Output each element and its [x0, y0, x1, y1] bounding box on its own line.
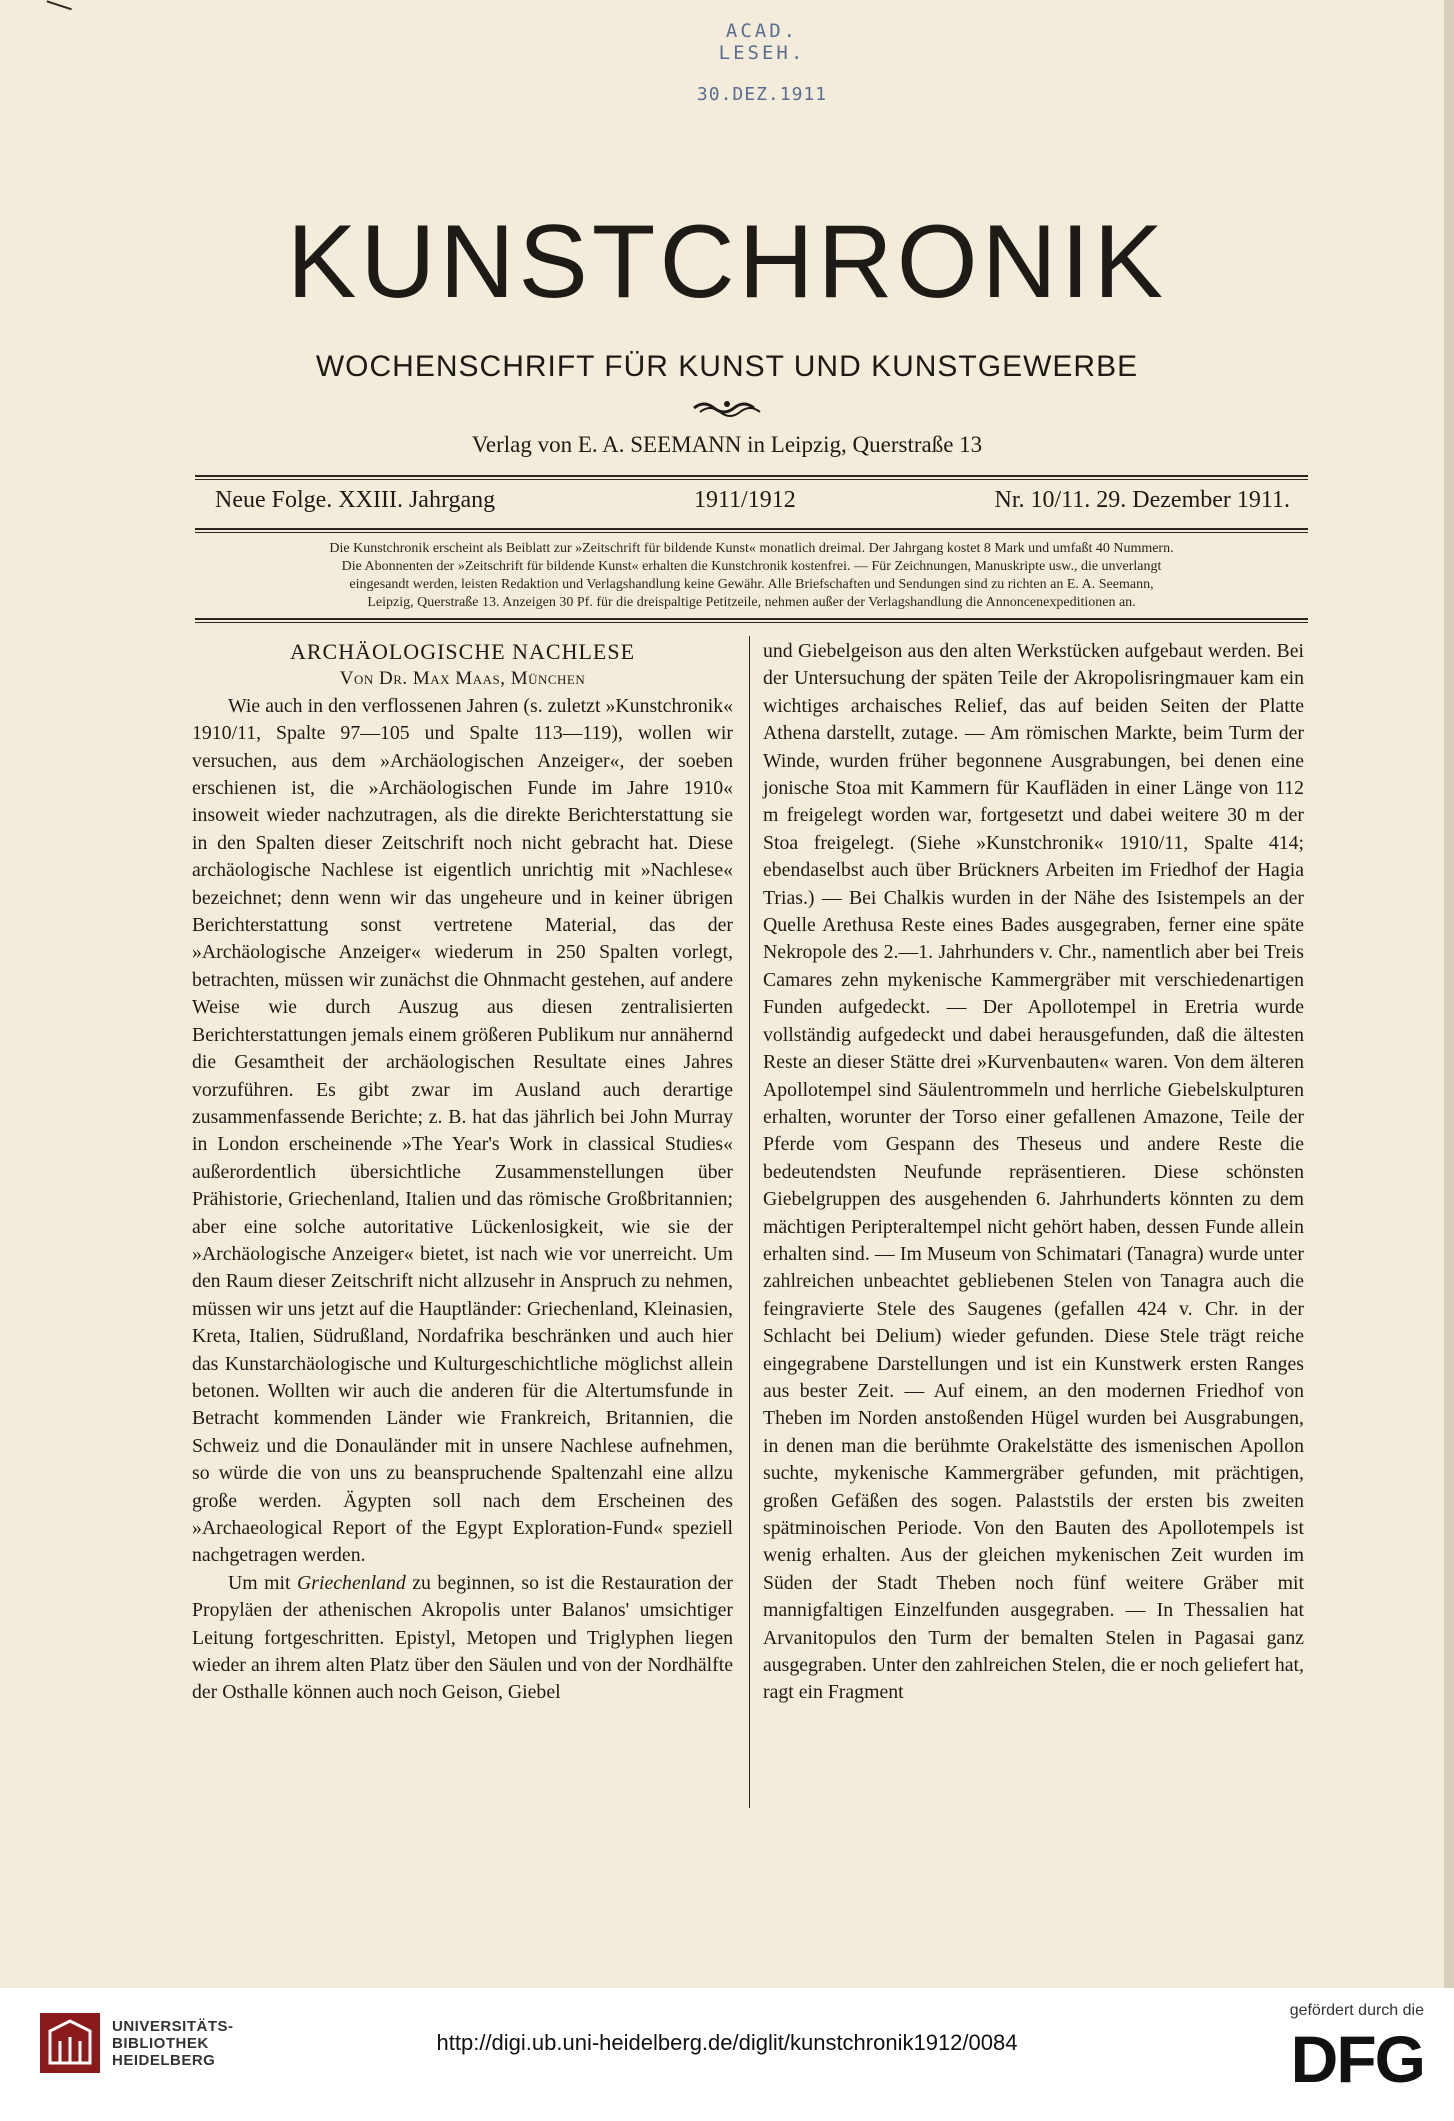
- article-title: ARCHÄOLOGISCHE NACHLESE: [289, 639, 636, 664]
- stamp-date: 30.DEZ.1911: [696, 84, 828, 105]
- article-paragraph: Wie auch in den verflossenen Jahren (s. zuletzt »Kunstchronik« 1910/11, Spalte 97—105 und Spalte 113—119), wollen wir versuchen, aus dem »Archäologischen Anzeiger«, der soeben erschienen ist, die »Archäologischen Funde im Jahre 1910« insoweit wieder nachzutragen, als die direkte Berichterstattung sie in den Spalten dieser Zeitschrift noch nicht gebracht hat. Diese archäologische Nachlese ist eigentlich unrichtig mit »Nachlese« bezeichnet; denn wenn wir das ungeheure und in keiner übrigen Berichterstattung sonst vertretene Material, das der »Archäologische Anzeiger« wiederum in 250 Spalten vorlegt, betrachten, müssen wir zunächst die Ohnmacht gestehen, auf andere Weise wie durch Auszug aus diesen zentralisierten Berichterstattungen jemals einem größeren Publikum nur annähernd die Gesamtheit der archäologischen Resultate eines Jahres vorzuführen. Es gibt zwar im Ausland auch derartige zusammenfassende Berichte; z. B. hat das jährlich bei John Murray in London erscheinende »The Year's Work in classical Studies« außerordentlich übersichtliche Zusammenstellungen über Prähistorie, Griechenland, Italien und das römische Großbritannien; aber eine solche autoritative Lückenlosigkeit, wie sie der »Archäologische Anzeiger« bietet, ist nach wie vor unerreicht. Um den Raum dieser Zeitschrift nicht allzusehr in Anspruch zu nehmen, müssen wir uns jetzt auf die Hauptländer: Griechenland, Kleinasien, Kreta, Italien, Südrußland, Nordafrika beschränken und auch hier das Kunstarchäologische und Kulturgeschichtliche möglichst allein betonen. Wollten wir auch die anderen für die Altertumsfunde in Betracht kommenden Länder wie Frankreich, Britannien, die Schweiz und die Donauländer mit in unsere Nachlese aufnehmen, so würde die von uns zu beanspruchende Spaltenzahl eine allzu große werden. Ägypten soll nach dem Erscheinen des »Archaeological Report of the Egypt Exploration-Fund« speziell nachgetragen werden.: [192, 694, 733, 1567]
- stamp-text: ACAD. LESEH.: [718, 20, 806, 64]
- journal-subtitle: WOCHENSCHRIFT FÜR KUNST UND KUNSTGEWERBE: [315, 350, 1139, 383]
- notice-line: Die Kunstchronik erscheint als Beiblatt zur »Zeitschrift für bildende Kunst« monatlich dreimal. Der Jahrgang kostet 8 Mark und umfaßt 40 Nummern.: [329, 541, 1174, 556]
- article-author: Von Dr. Max Maas, München: [339, 668, 586, 690]
- funding-logo[interactable]: [1289, 2002, 1424, 2096]
- issue-years: 1911/1912: [693, 487, 796, 513]
- masthead: [0, 204, 1454, 458]
- library-name-line: HEIDELBERG: [112, 2051, 216, 2069]
- issue-series: Neue Folge. XXIII. Jahrgang: [215, 487, 496, 513]
- rule-mid-thin: [195, 532, 1308, 533]
- ornament-icon: [692, 398, 762, 418]
- column-divider: [749, 636, 750, 1808]
- notice-line: Die Abonnenten der »Zeitschrift für bildende Kunst« erhalten die Kunstchronik kostenfrei. — Für Zeichnungen, Manuskripte usw., die unverlangt: [341, 559, 1162, 574]
- rule-bottom-thin: [195, 622, 1308, 623]
- text-column-right: [763, 638, 1304, 1707]
- journal-title: KUNSTCHRONIK: [286, 204, 1168, 320]
- dfg-logo-icon: DFG: [1290, 2022, 1424, 2096]
- library-name-line: BIBLIOTHEK: [112, 2034, 209, 2052]
- issue-line: [215, 487, 1290, 514]
- pencil-mark: [42, 0, 72, 23]
- document-url-link[interactable]: http://digi.ub.uni-heidelberg.de/diglit/kunstchronik1912/0084: [436, 2030, 1018, 2055]
- article-paragraph: [192, 1570, 733, 1707]
- rule-top: [195, 475, 1308, 477]
- paragraph-text: Um mit: [228, 1571, 298, 1594]
- article-paragraph: und Giebelgeison aus den alten Werkstücken aufgebaut werden. Bei der Untersuchung der späten Teile der Akropolisringmauer kam ein wichtiges archaisches Relief, das auf beiden Seiten der Platte Athena darstellt, zutage. — Am römischen Markte, beim Turm der Winde, wurden früher begonnene Ausgrabungen, bei denen eine jonische Stoa mit Kammern für Kaufläden in einer Länge von 112 m freigelegt worden war, fortgesetzt und dabei weitere 30 m der Stoa freigelegt. (Siehe »Kunstchronik« 1910/11, Spalte 414; ebendaselbst auch über Brückners Arbeiten im Friedhof der Hagia Trias.) — Bei Chalkis wurden in der Nähe des Isistempels an der Quelle Arethusa Reste eines Bades ausgegraben, ferner eine späte Nekropole des 2.—1. Jahrhunders v. Chr., namentlich aber bei Treis Camares zehn mykenische Kammergräber mit verschiedenartigen Funden aufgedeckt. — Der Apollotempel in Eretria wurde vollständig aufgedeckt und dabei herausgefunden, daß die ältesten Reste an dieser Stätte drei »Kurvenbauten« waren. Von dem älteren Apollotempel sind Säulentrommeln und herrliche Giebelskulpturen erhalten, worunter der Torso einer gefallenen Amazone, Teile der Pferde vom Gespann des Theseus und andere Reste die bedeutendsten Neufunde repräsentieren. Diese schönsten Giebelgruppen des ausgehenden 6. Jahrhunderts könnten zu dem mächtigen Peripteraltempel nicht gehört haben, dessen Funde allein erhalten sind. — Im Museum von Schimatari (Tanagra) wurde unter zahlreichen unbeachtet gebliebenen Stelen von Tanagra auch die feingravierte Stele des Saugenes (gefallen 424 v. Chr. in der Schlacht bei Delium) wieder gefunden. Diese Stele trägt reiche eingegrabene Darstellungen und ist ein Kunstwerk ersten Ranges aus bester Zeit. — Auf einem, an den modernen Friedhof von Theben im Norden anstoßenden Hügel wurden bei Ausgrabungen, in denen man die berühmte Orakelstätte des ismenischen Apollon suchte, mykenische Kammergräber gefunden, mit prächtigen, großen Gefäßen des sogen. Palaststils der ersten bis zweiten spätminoischen Periode. Von den Bauten des Apollotempels ist wenig erhalten. Aus der gleichen mykenischen Zeit wurden im Süden der Stadt Theben noch fünf weitere Gräber mit mannigfaltigen Einzelfunden ausgegraben. — In Thessalien hat Arvanitopulos den Turm der bemalten Stelen in Pagasai ganz ausgegraben. Unter den zahlreichen Stelen, die er noch geliefert hat, ragt ein Fragment: [763, 640, 1304, 1704]
- issue-number-date: Nr. 10/11. 29. Dezember 1911.: [994, 487, 1290, 513]
- library-stamp: [692, 20, 832, 105]
- rule-bottom: [195, 618, 1308, 620]
- rule-top-thin: [195, 479, 1308, 480]
- notice-line: Leipzig, Querstraße 13. Anzeigen 30 Pf. für die dreispaltige Petitzeile, nehmen außer der Verlagshandlung die Annoncenexpeditionen an.: [367, 595, 1136, 610]
- subscription-notice: [195, 540, 1308, 612]
- paragraph-text: zu beginnen, so ist die Restauration der Propyläen der athenischen Akropolis unter Balanos' umsichtiger Leitung fortgeschritten. Epistyl, Metopen und Triglyphen liegen wieder an ihrem alten Platz über den Säulen und von der Nordhälfte der Osthalle können auch noch Geison, Giebel: [192, 1571, 733, 1704]
- notice-line: eingesandt werden, leisten Redaktion und Verlagshandlung keine Gewähr. Alle Briefschaften und Sendungen sind zu richten an E. A. Seemann,: [349, 577, 1154, 592]
- text-column-left: [192, 638, 733, 1707]
- funding-caption: gefördert durch die: [1289, 2002, 1424, 2019]
- library-name-line: UNIVERSITÄTS-: [112, 2017, 234, 2035]
- publisher-line: Verlag von E. A. SEEMANN in Leipzig, Querstraße 13: [471, 432, 983, 457]
- emphasized-term: Griechenland: [297, 1571, 406, 1594]
- rule-mid: [195, 528, 1308, 530]
- viewer-footer: [0, 1988, 1454, 2121]
